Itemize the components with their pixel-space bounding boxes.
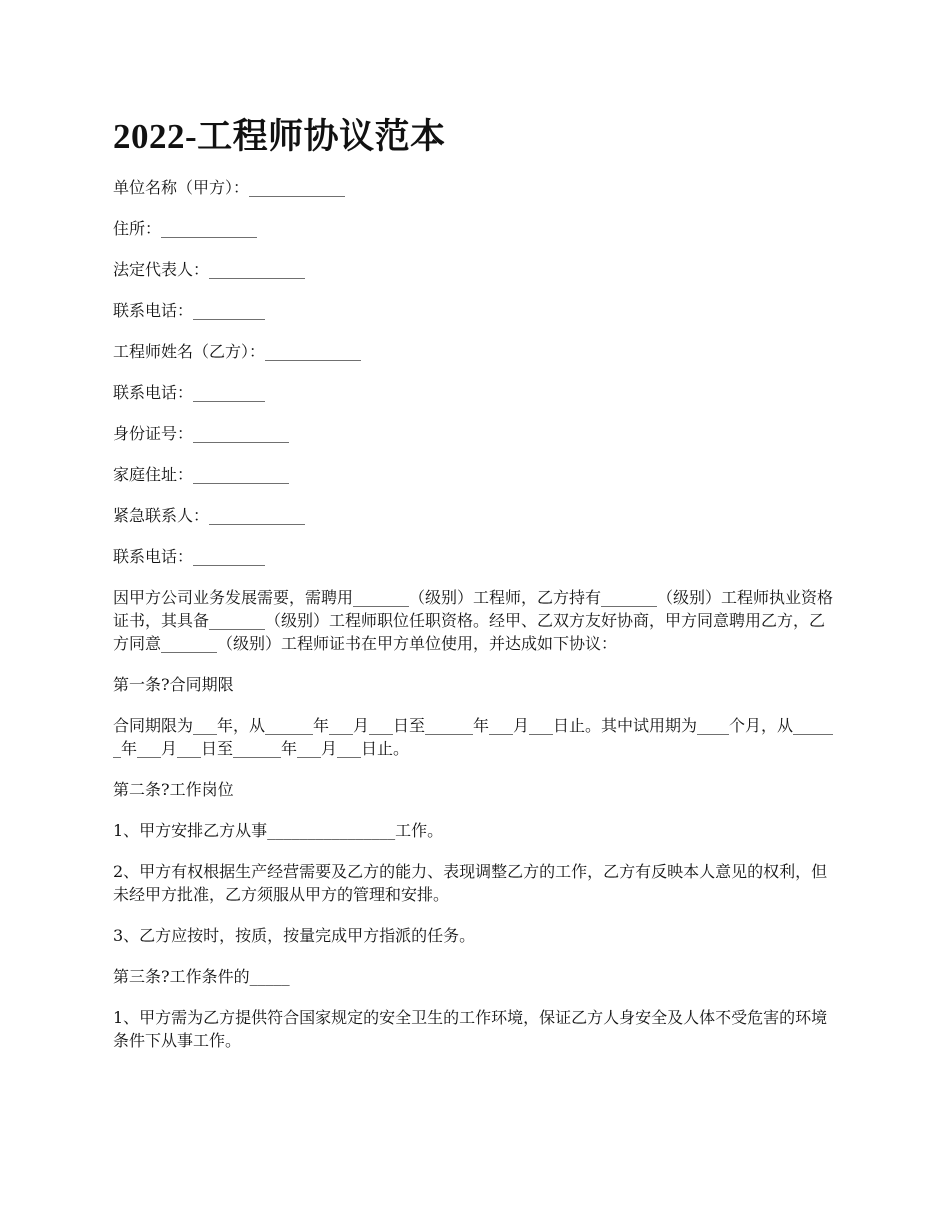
article-2-item-2: 2、甲方有权根据生产经营需要及乙方的能力、表现调整乙方的工作，乙方有反映本人意见的权利，但未经甲方批准，乙方须服从甲方的管理和安排。: [113, 862, 828, 904]
emergency-phone-field: 联系电话：_________: [113, 547, 266, 566]
party-a-address-field: 住所：____________: [113, 219, 258, 238]
article-2-heading: 第二条?工作岗位: [113, 780, 234, 799]
intro-paragraph: 因甲方公司业务发展需要，需聘用_______（级别）工程师，乙方持有_______（级别）工程师执业资格证书，其具备_______（级别）工程师职位任职资格。经甲、乙双方友好协商，甲方同意聘用乙方，乙方同意_______（级别）工程师证书在甲方单位使用，并达成如下协议：: [113, 588, 834, 653]
article-1-heading: 第一条?合同期限: [113, 675, 234, 694]
party-a-phone-field: 联系电话：_________: [113, 301, 266, 320]
home-address-field: 家庭住址：____________: [113, 465, 290, 484]
document-page: [113, 108, 838, 1070]
legal-representative-field: 法定代表人：____________: [113, 260, 306, 279]
document-title: 2022-工程师协议范本: [113, 117, 446, 156]
article-3-item-1: 1、甲方需为乙方提供符合国家规定的安全卫生的工作环境，保证乙方人身安全及人体不受危害的环境条件下从事工作。: [113, 1008, 828, 1050]
emergency-contact-field: 紧急联系人：____________: [113, 506, 306, 525]
article-2-item-3: 3、乙方应按时，按质，按量完成甲方指派的任务。: [113, 926, 476, 945]
article-1-text: 合同期限为___年，从______年___月___日至______年___月___日止。其中试用期为____个月，从______年___月___日至______年___月___日止。: [113, 716, 834, 758]
id-number-field: 身份证号：____________: [113, 424, 290, 443]
party-b-phone-field: 联系电话：_________: [113, 383, 266, 402]
engineer-name-field: 工程师姓名（乙方）：____________: [113, 342, 362, 361]
party-a-name-field: 单位名称（甲方）：____________: [113, 178, 346, 197]
article-3-heading: 第三条?工作条件的_____: [113, 967, 290, 986]
article-2-item-1: 1、甲方安排乙方从事________________工作。: [113, 821, 444, 840]
